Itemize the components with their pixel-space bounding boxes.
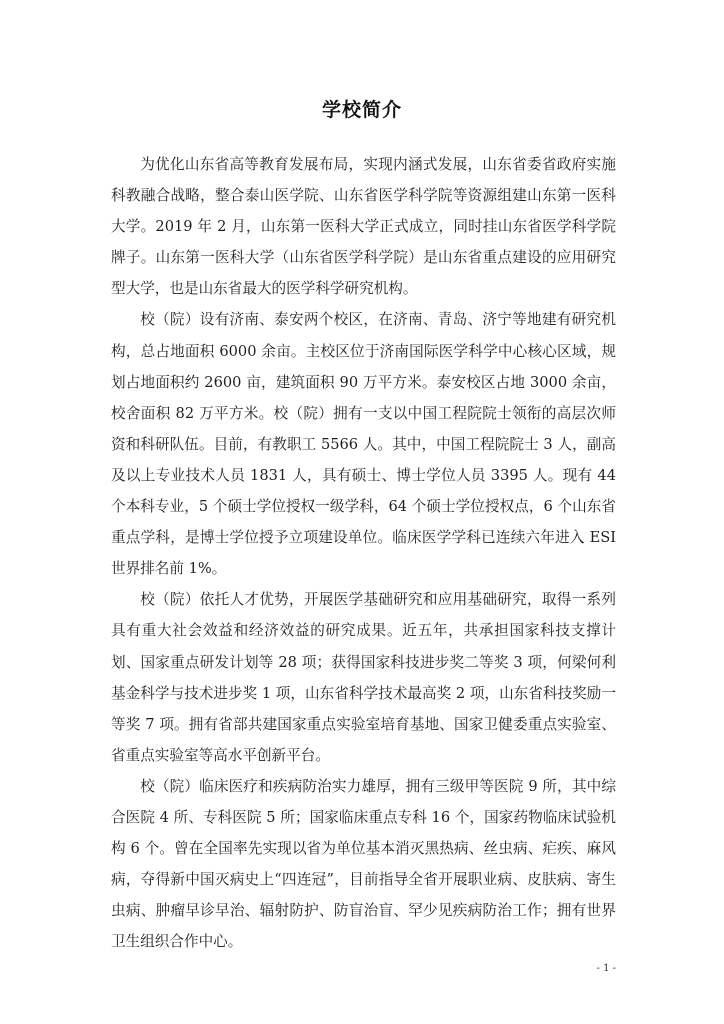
paragraph-campus-faculty: 校（院）设有济南、泰安两个校区，在济南、青岛、济宁等地建有研究机构，总占地面积 6000 余亩。主校区位于济南国际医学科学中心核心区域，规划占地面积约 2600 亩，建筑面积 90 万平方米。泰安校区占地 3000 余亩，校舍面积 82 万平方米。校（院）拥有一支以中国工程院院士领衔的高层次师资和科研队伍。目前，有教职工 5566 人。其中，中国工程院院士 3 人，副高及以上专业技术人员 1831 人，具有硕士、博士学位人员 3395 人。现有 44 个本科专业，5 个硕士学位授权一级学科，64 个硕士学位授权点，6 个山东省重点学科，是博士学位授予立项建设单位。临床医学学科已连续六年进入 ESI 世界排名前 1%。	[111, 311, 616, 578]
body-text	[111, 149, 616, 957]
paragraph-clinical: 校（院）临床医疗和疾病防治实力雄厚，拥有三级甲等医院 9 所，其中综合医院 4 所、专科医院 5 所；国家临床重点专科 16 个，国家药物临床试验机构 6 个。曾在全国率先实现以省为单位基本消灭黑热病、丝虫病、疟疾、麻风病，夺得新中国灭病史上“四连冠”，目前指导全省开展职业病、皮肤病、寄生虫病、肿瘤早诊早治、辐射防护、防盲治盲、罕少见疾病防治工作；拥有世界卫生组织合作中心。	[111, 777, 616, 951]
page-number: - 1 -	[596, 963, 616, 974]
page-title: 学校简介	[321, 99, 402, 121]
paragraph-research: 校（院）依托人才优势，开展医学基础研究和应用基础研究，取得一系列具有重大社会效益和经济效益的研究成果。近五年，共承担国家科技支撑计划、国家重点研发计划等 28 项；获得国家科技进步奖二等奖 3 项，何梁何利基金科学与技术进步奖 1 项，山东省科学技术最高奖 2 项，山东省科技奖励一等奖 7 项。拥有省部共建国家重点实验室培育基地、国家卫健委重点实验室、省重点实验室等高水平创新平台。	[111, 591, 616, 764]
paragraph-intro: 为优化山东省高等教育发展布局，实现内涵式发展，山东省委省政府实施科教融合战略，整合泰山医学院、山东省医学科学院等资源组建山东第一医科大学。2019 年 2 月，山东第一医科大学正式成立，同时挂山东省医学科学院牌子。山东第一医科大学（山东省医学科学院）是山东省重点建设的应用研究型大学，也是山东省最大的医学科学研究机构。	[111, 156, 616, 298]
